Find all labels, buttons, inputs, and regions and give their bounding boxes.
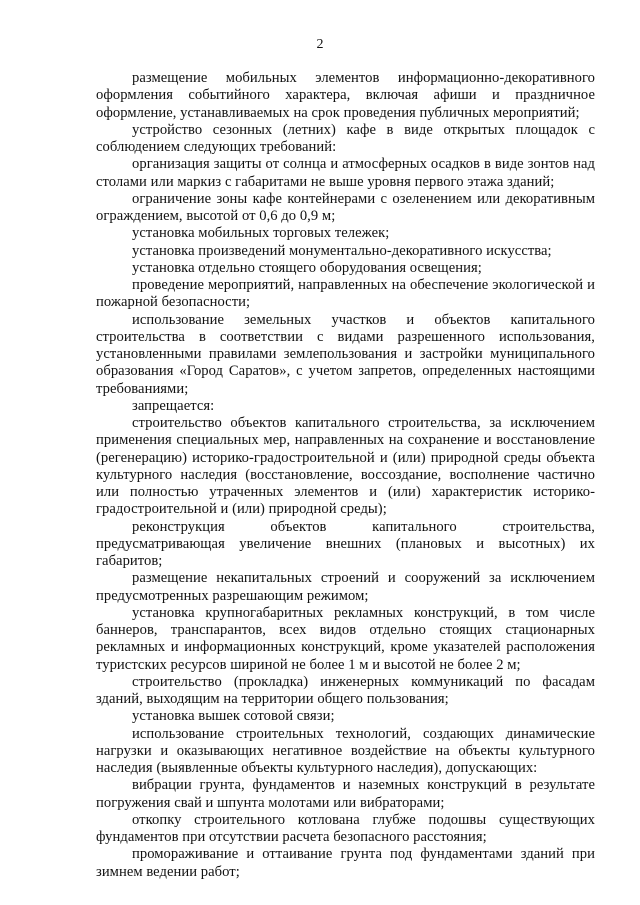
paragraph-7: установка отдельно стоящего оборудования освещения; (132, 259, 482, 276)
paragraph-10: запрещается: (132, 397, 215, 414)
paragraph-20: промораживание и оттаивание грунта под фундаментами зданий при зимнем ведении работ; (96, 846, 595, 880)
page-number: 2 (316, 37, 324, 52)
paragraph-5: установка мобильных торговых тележек; (132, 225, 390, 242)
document-body (96, 70, 595, 881)
paragraph-1: размещение мобильных элементов информационно-декоративного оформления событийного характера, включая афиши и праздничное оформление, устанавливаемых на срок проведения публичных мероприятий; (96, 70, 595, 121)
paragraph-19: откопку строительного котлована глубже подошвы существующих фундаментов при отсутствии расчета безопасного расстояния; (96, 811, 595, 845)
paragraph-9: использование земельных участков и объектов капитального строительства в соответствии с видами разрешенного использования, установленными правилами землепользования и застройки муниципального образования «Город Саратов», с учетом запретов, определенных настоящими требованиями; (96, 311, 595, 397)
paragraph-15: строительство (прокладка) инженерных коммуникаций по фасадам зданий, выходящим на территории общего пользования; (96, 673, 595, 707)
paragraph-16: установка вышек сотовой связи; (132, 708, 335, 725)
paragraph-4: ограничение зоны кафе контейнерами с озеленением или декоративным ограждением, высотой от 0,6 до 0,9 м; (96, 190, 595, 224)
paragraph-6: установка произведений монументально-декоративного искусства; (132, 242, 552, 259)
paragraph-8: проведение мероприятий, направленных на обеспечение экологической и пожарной безопасности; (96, 277, 595, 311)
paragraph-13: размещение некапитальных строений и сооружений за исключением предусмотренных разрешающим режимом; (96, 570, 595, 604)
paragraph-11: строительство объектов капитального строительства, за исключением применения специальных мер, направленных на сохранение и восстановление (регенерацию) историко-градостроительной и (или) природной среды объекта культурного наследия (восстановление, воссоздание, восполнение частично или полностью утраченных элементов и (или) характеристик историко-градостроительной и (или) природной среды); (96, 415, 595, 518)
paragraph-17: использование строительных технологий, создающих динамические нагрузки и оказывающих негативное воздействие на объекты культурного наследия (выявленные объекты культурного наследия), допускающих: (96, 725, 595, 776)
paragraph-18: вибрации грунта, фундаментов и наземных конструкций в результате погружения свай и шпунта молотами или вибраторами; (96, 777, 595, 811)
paragraph-3: организация защиты от солнца и атмосферных осадков в виде зонтов над столами или маркиз с габаритами не выше уровня первого этажа зданий; (96, 156, 595, 190)
paragraph-12: реконструкция объектов капитального строительства, предусматривающая увеличение внешних (плановых и высотных) их габаритов; (96, 518, 595, 569)
paragraph-14: установка крупногабаритных рекламных конструкций, в том числе баннеров, транспарантов, всех видов отдельно стоящих стационарных рекламных и информационных конструкций, кроме указателей расположения туристских ресурсов шириной не более 1 м и высотой не более 2 м; (96, 604, 595, 673)
paragraph-2: устройство сезонных (летних) кафе в виде открытых площадок с соблюдением следующих требований: (96, 121, 595, 155)
